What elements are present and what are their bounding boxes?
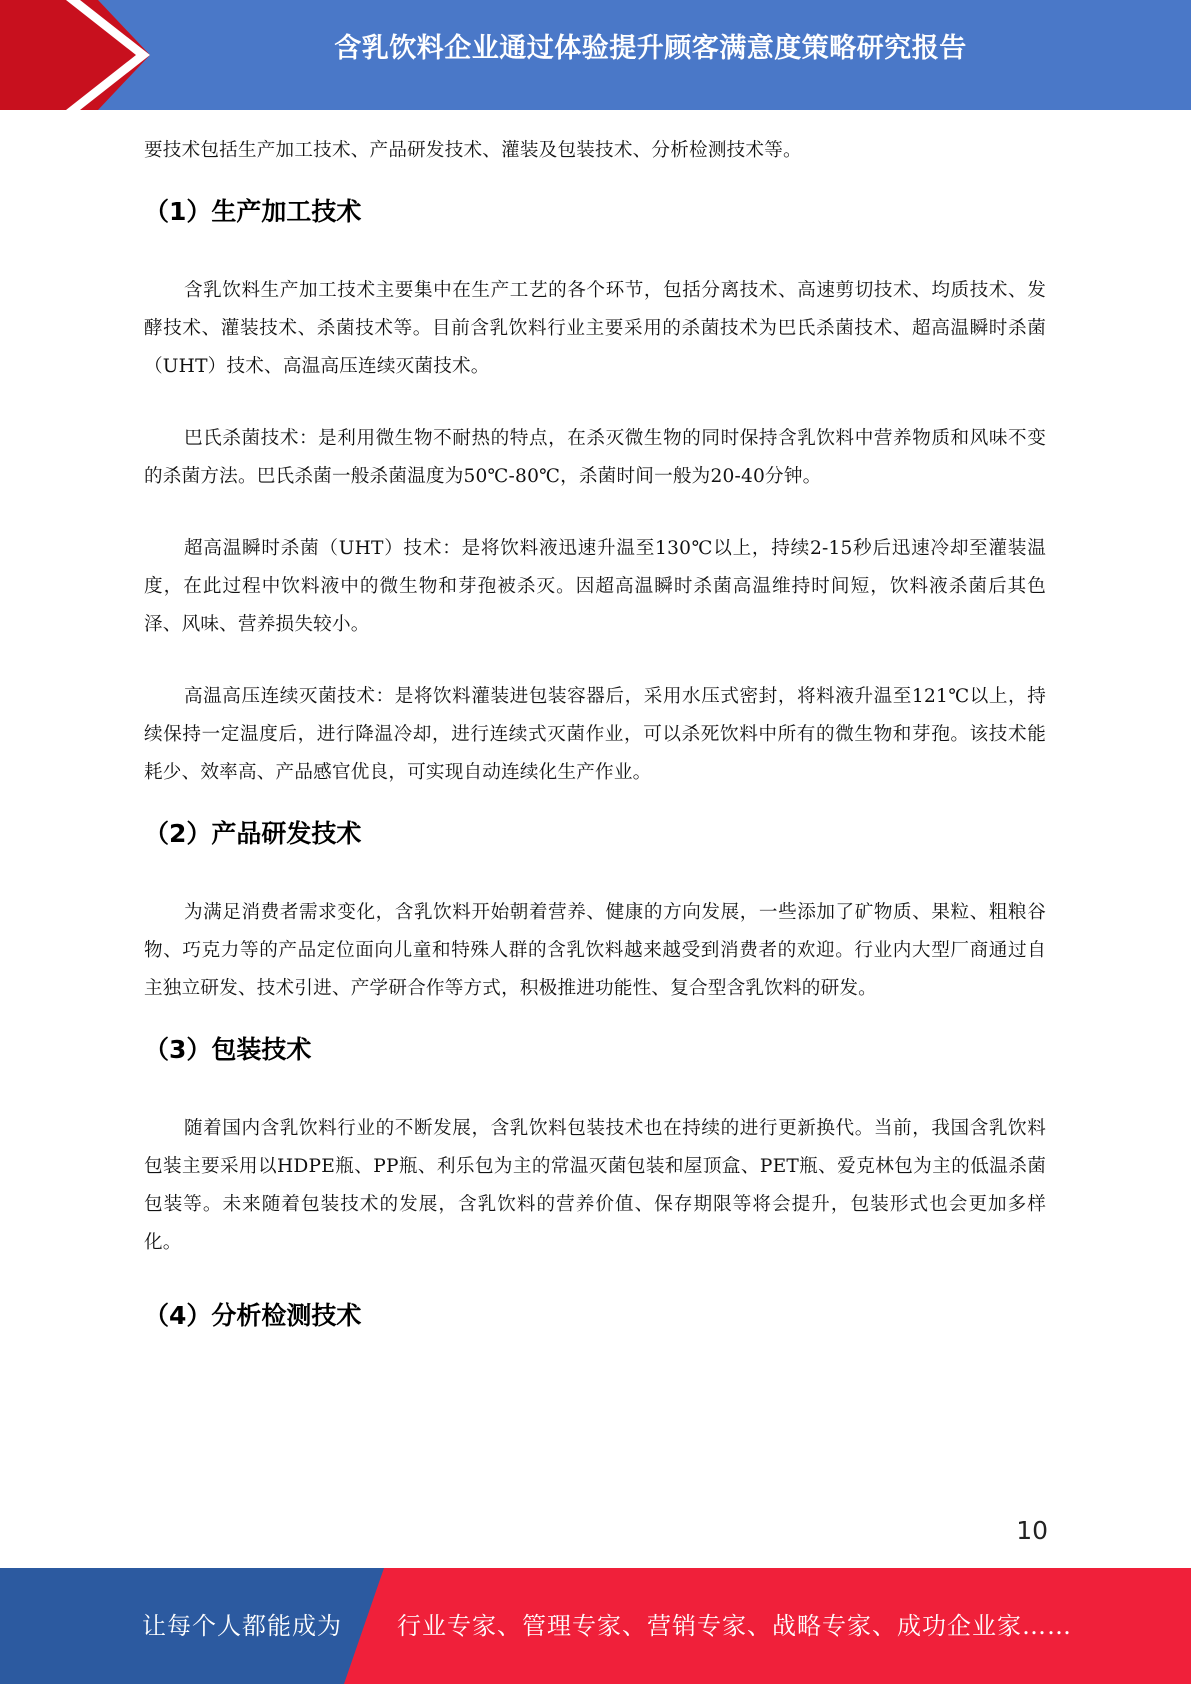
section-heading-analysis: （4）分析检测技术 [144,1301,362,1330]
paragraph: 巴氏杀菌技术：是利用微生物不耐热的特点，在杀灭微生物的同时保持含乳饮料中营养物质和风味不变的杀菌方法。巴氏杀菌一般杀菌温度为50℃-80℃，杀菌时间一般为20-40分钟。 [144,428,1046,487]
paragraph: 为满足消费者需求变化，含乳饮料开始朝着营养、健康的方向发展，一些添加了矿物质、果粒、粗粮谷物、巧克力等的产品定位面向儿童和特殊人群的含乳饮料越来越受到消费者的欢迎。行业内大型厂商通过自主独立研发、技术引进、产学研合作等方式，积极推进功能性、复合型含乳饮料的研发。 [144,902,1046,999]
paragraph: 含乳饮料生产加工技术主要集中在生产工艺的各个环节，包括分离技术、高速剪切技术、均质技术、发酵技术、灌装技术、杀菌技术等。目前含乳饮料行业主要采用的杀菌技术为巴氏杀菌技术、超高温瞬时杀菌（UHT）技术、高温高压连续灭菌技术。 [144,280,1046,377]
header-arrow-decoration [0,0,160,110]
page-header [0,0,1191,110]
footer-slogan-right: 行业专家、管理专家、营销专家、战略专家、成功企业家…… [397,1612,1072,1640]
section-heading-rnd: （2）产品研发技术 [144,819,362,848]
document-body [144,132,1046,1332]
page-number: 10 [1016,1516,1048,1545]
paragraph: 超高温瞬时杀菌（UHT）技术：是将饮料液迅速升温至130℃以上，持续2-15秒后迅速冷却至灌装温度，在此过程中饮料液中的微生物和芽孢被杀灭。因超高温瞬时杀菌高温维持时间短，饮料液杀菌后其色泽、风味、营养损失较小。 [144,538,1046,635]
page-footer [0,1568,1191,1684]
footer-slogan-left: 让每个人都能成为 [142,1612,342,1640]
paragraph: 高温高压连续灭菌技术：是将饮料灌装进包装容器后，采用水压式密封，将料液升温至121℃以上，持续保持一定温度后，进行降温冷却，进行连续式灭菌作业，可以杀死饮料中所有的微生物和芽孢。该技术能耗少、效率高、产品感官优良，可实现自动连续化生产作业。 [144,686,1046,783]
paragraph: 随着国内含乳饮料行业的不断发展，含乳饮料包装技术也在持续的进行更新换代。当前，我国含乳饮料包装主要采用以HDPE瓶、PP瓶、利乐包为主的常温灭菌包装和屋顶盒、PET瓶、爱克林包为主的低温杀菌包装等。未来随着包装技术的发展，含乳饮料的营养价值、保存期限等将会提升，包装形式也会更加多样化。 [144,1118,1046,1253]
section-heading-production: （1）生产加工技术 [144,197,362,226]
report-title: 含乳饮料企业通过体验提升顾客满意度策略研究报告 [334,33,967,64]
intro-paragraph: 要技术包括生产加工技术、产品研发技术、灌装及包装技术、分析检测技术等。 [144,140,802,161]
section-heading-packaging: （3）包装技术 [144,1035,312,1064]
